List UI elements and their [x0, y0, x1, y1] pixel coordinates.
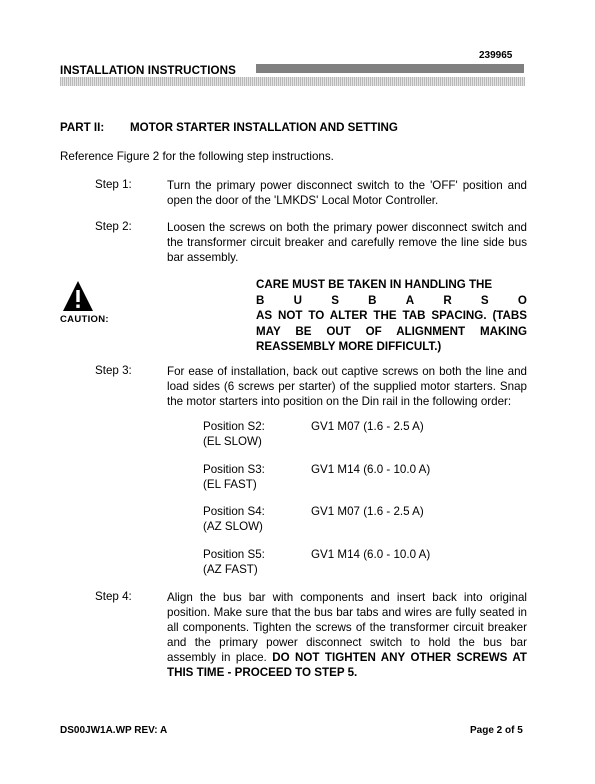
- position-label: Position S5:: [203, 548, 265, 561]
- caution-line-2: [256, 293, 527, 309]
- part-label: PART II:: [60, 121, 105, 134]
- document-number: 239965: [479, 50, 513, 61]
- position-note: (EL FAST): [203, 478, 257, 491]
- step-3-label: Step 3:: [95, 364, 132, 377]
- step-1-label: Step 1:: [95, 178, 132, 191]
- caution-label: CAUTION:: [60, 314, 109, 325]
- step-2-text: Loosen the screws on both the primary power disconnect switch and the transformer circuit breaker and carefully remove the line side bus bar assembly.: [167, 221, 527, 264]
- position-label: Position S3:: [203, 463, 265, 476]
- step-4-text: [167, 590, 527, 680]
- step-3-text: For ease of installation, back out captive screws on both the line and load sides (6 screws per starter) of the supplied motor starters. Snap the motor starters into position on the Din rail in the following order:: [167, 365, 527, 408]
- caution-line-1: CARE MUST BE TAKEN IN HANDLING THE: [256, 278, 493, 291]
- caution-word: S: [331, 293, 339, 307]
- position-note: (AZ FAST): [203, 563, 258, 576]
- position-s4: [203, 504, 265, 534]
- position-s3-value: GV1 M14 (6.0 - 10.0 A): [311, 463, 431, 476]
- position-s3: [203, 462, 265, 492]
- position-label: Position S2:: [203, 420, 265, 433]
- warning-triangle-icon: [62, 280, 94, 312]
- caution-word: S: [480, 293, 489, 307]
- step-4-body: Align the bus bar with components and insert back into original position. Make sure that the bus bar tabs and wires are fully seated in all components. Tighten the screws of the transformer circuit breaker and the primary power disconnect switch to hold the bus bar assembly in place.: [167, 591, 527, 664]
- header-bar: [256, 64, 524, 73]
- position-s2: [203, 419, 265, 449]
- caution-text: [256, 277, 527, 355]
- step-4-label: Step 4:: [95, 590, 132, 603]
- position-label: Position S4:: [203, 505, 265, 518]
- caution-word: A: [405, 293, 415, 307]
- caution-line-3: AS NOT TO ALTER THE TAB SPACING. (TABS MAY BE OUT OF ALIGNMENT MAKING REASSEMBLY MORE DIFFICULT.): [256, 309, 527, 354]
- part-title: MOTOR STARTER INSTALLATION AND SETTING: [130, 121, 398, 134]
- position-note: (EL SLOW): [203, 435, 262, 448]
- caution-word: B: [256, 293, 265, 307]
- position-s2-value: GV1 M07 (1.6 - 2.5 A): [311, 420, 424, 433]
- step-1-text: Turn the primary power disconnect switch to the 'OFF' position and open the door of the 'LMKDS' Local Motor Controller.: [167, 179, 527, 207]
- caution-word: R: [443, 293, 452, 307]
- footer-page-number: Page 2 of 5: [470, 725, 523, 736]
- caution-word: O: [517, 293, 527, 307]
- position-s5-value: GV1 M14 (6.0 - 10.0 A): [311, 548, 431, 561]
- position-s4-value: GV1 M07 (1.6 - 2.5 A): [311, 505, 424, 518]
- caution-word: B: [368, 293, 377, 307]
- header-title: INSTALLATION INSTRUCTIONS: [60, 64, 236, 77]
- step-2-label: Step 2:: [95, 220, 132, 233]
- position-s5: [203, 547, 265, 577]
- position-note: (AZ SLOW): [203, 520, 263, 533]
- header-band: [60, 77, 525, 86]
- reference-text: Reference Figure 2 for the following step instructions.: [60, 150, 334, 163]
- caution-word: U: [293, 293, 302, 307]
- step-4-warning: DO NOT TIGHTEN ANY OTHER SCREWS AT THIS TIME - PROCEED TO STEP 5.: [167, 651, 527, 679]
- footer-doc-rev: DS00JW1A.WP REV: A: [60, 725, 168, 736]
